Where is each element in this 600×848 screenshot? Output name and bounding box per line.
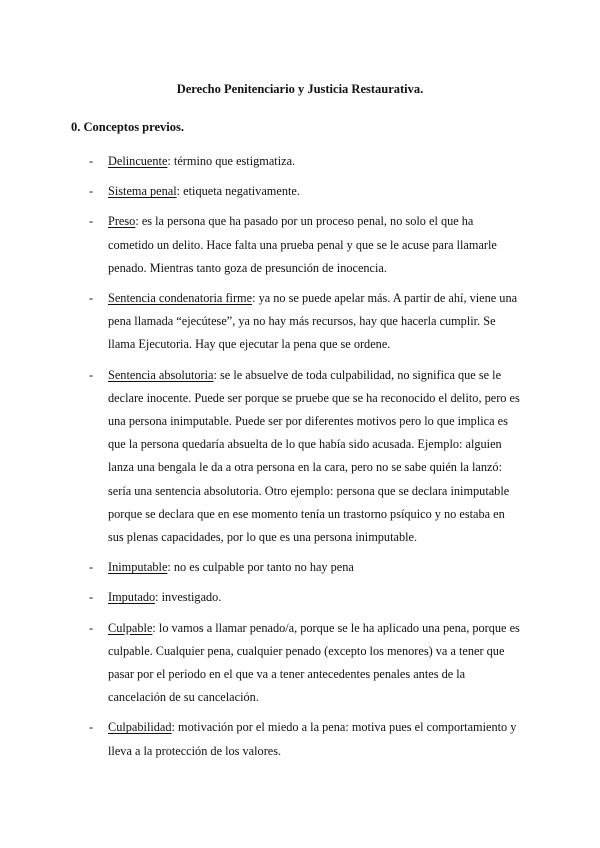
definition-list — [0, 150, 600, 770]
definition-term: Preso — [108, 214, 136, 229]
definition-text: : se le absuelve de toda culpabilidad, no significa que se le declare inocente. Puede ser porque se pruebe que se ha reconocido el delito, pero es una persona inimputable. Puede ser por diferentes motivos pero lo que implica es que la persona quedaría absuelta de lo que había sido acusada. Ejemplo: alguien lanza una bengala le da a otra persona en la cara, pero no se sabe quién la lanzó: sería una sentencia absolutoria. Otro ejemplo: persona que se declara inimputable porque se declara que en ese momento tenía un trastorno psíquico y no estaba en sus plenas capacidades, por lo que es una persona inimputable. — [108, 367, 520, 545]
definition-item-culpabilidad — [0, 716, 600, 762]
definition-text: : etiqueta negativamente. — [176, 184, 300, 199]
definition-item-delincuente — [0, 150, 600, 173]
definition-text: : es la persona que ha pasado por un proceso penal, no solo el que ha cometido un delito. Hace falta una prueba penal y que se le acuse para llamarle penado. Mientras tanto goza de presunción de inocencia. — [108, 214, 497, 275]
document-title: Derecho Penitenciario y Justicia Restaurativa. — [176, 82, 424, 96]
list-dash: - — [89, 367, 94, 382]
definition-item-sentencia-absolutoria — [0, 364, 600, 550]
definition-item-imputado — [0, 586, 600, 609]
list-dash: - — [89, 620, 94, 635]
section-heading: 0. Conceptos previos. — [71, 120, 184, 134]
list-dash: - — [89, 184, 94, 199]
definition-term: Sistema penal — [108, 184, 177, 199]
list-dash: - — [89, 214, 94, 229]
definition-item-sentencia-condenatoria-firme — [0, 287, 600, 357]
definition-term: Inimputable — [108, 560, 168, 575]
definition-term: Sentencia absolutoria — [108, 367, 214, 382]
definition-text: : término que estigmatiza. — [167, 154, 296, 168]
definition-term: Culpable — [108, 620, 153, 635]
definition-item-preso — [0, 210, 600, 280]
definition-text: : motivación por el miedo a la pena: motiva pues el comportamiento y lleva a la protección de los valores. — [108, 720, 517, 758]
definition-item-culpable — [0, 617, 600, 710]
list-dash: - — [89, 154, 94, 168]
definition-term: Culpabilidad — [108, 720, 172, 735]
definition-item-sistema-penal — [0, 180, 600, 203]
definition-text: : ya no se puede apelar más. A partir de ahí, viene una pena llamada “ejecútese”, ya no hay más recursos, hay que hacerla cumplir. Se llama Ejecutoria. Hay que ejecutar la pena que se ordene. — [108, 291, 518, 352]
definition-term: Imputado — [108, 590, 156, 605]
definition-term: Delincuente — [108, 154, 168, 168]
list-dash: - — [89, 590, 94, 605]
definition-text: : investigado. — [155, 590, 222, 605]
definition-term: Sentencia condenatoria firme — [108, 291, 253, 306]
definition-item-inimputable — [0, 556, 600, 579]
list-dash: - — [89, 720, 94, 735]
definition-text: : lo vamos a llamar penado/a, porque se le ha aplicado una pena, porque es culpable. Cualquier pena, cualquier penado (excepto los menores) va a tener que pasar por el periodo en el que va a tener antecedentes penales antes de la cancelación de su cancelación. — [108, 620, 520, 705]
definition-text: : no es culpable por tanto no hay pena — [167, 560, 354, 575]
list-dash: - — [89, 291, 94, 306]
list-dash: - — [89, 560, 94, 575]
